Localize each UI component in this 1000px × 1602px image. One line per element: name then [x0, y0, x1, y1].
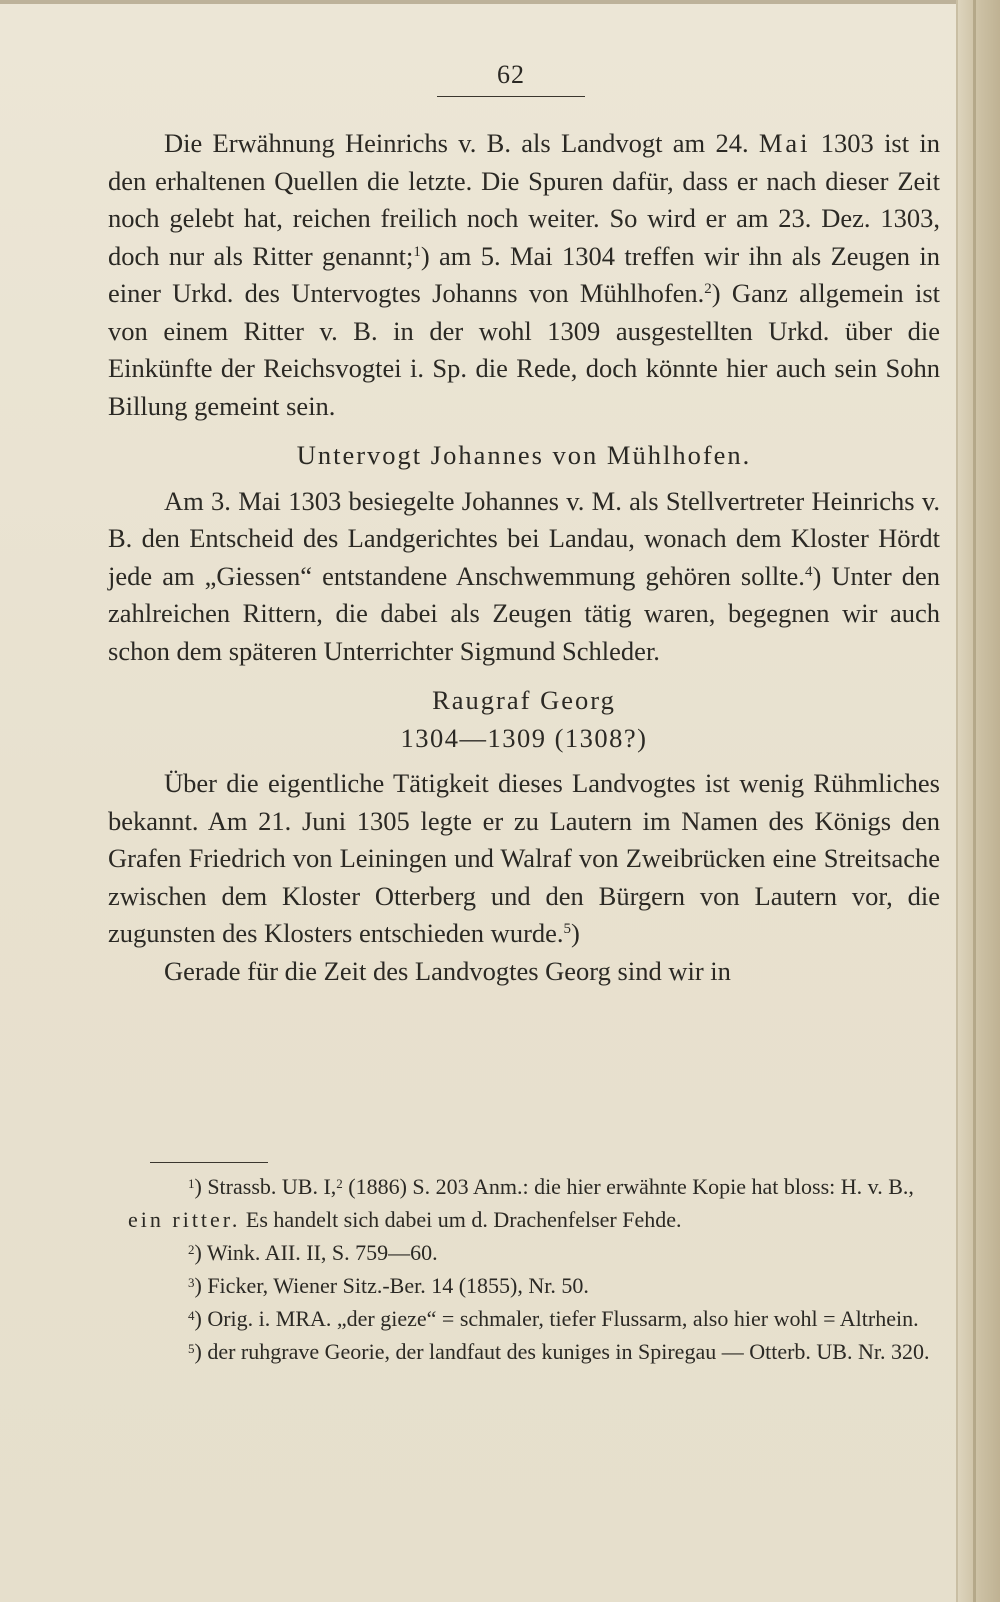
text-segment: ) Ficker, Wiener Sitz.-Ber. 14 (1855), Nr. 50.	[194, 1273, 589, 1298]
footnote-rule	[150, 1162, 268, 1163]
footnote-4	[128, 1302, 940, 1335]
spaced-text: Mai	[758, 128, 811, 158]
footnotes	[128, 1170, 940, 1368]
footnote-mark: 5	[188, 1341, 195, 1356]
footnote-mark: 4	[188, 1308, 195, 1323]
page-number: 62	[497, 60, 525, 89]
footnote-ref-2: 2	[704, 281, 712, 297]
paragraph-2	[108, 483, 940, 671]
footnote-mark: 3	[188, 1275, 195, 1290]
spaced-text: ein ritter.	[128, 1207, 241, 1232]
text-segment: 1303 ist in den erhaltenen Quellen die letzte. Die Spuren dafür, dass er nach dieser Zeit noch gelebt hat, reichen freilich noch weiter. So wird er am 23. Dez. 1303, doch nur als Ritter genannt;	[108, 128, 940, 271]
text-segment: Über die eigentliche Tätigkeit dieses Landvogtes ist wenig Rühmliches bekannt. Am 21. Juni 1305 legte er zu Lautern im Namen des Königs den Grafen Friedrich von Leiningen und Walraf von Zweibrücken eine Streitsache zwischen dem Kloster Otterberg und den Bürgern von Lautern vor, die zugunsten des Klosters entschieden wurde.	[108, 768, 940, 948]
main-text	[108, 125, 940, 990]
section-heading-raugraf: Raugraf Georg	[432, 685, 616, 715]
section-heading-dates: 1304—1309 (1308?)	[400, 722, 648, 753]
footnote-ref-5: 5	[563, 921, 572, 937]
text-segment: Am 3. Mai 1303 besiegelte Johannes v. M. als Stellvertreter Heinrichs v. B. den Entscheid des Landgerichtes bei Landau, wonach dem Kloster Hördt jede am „Giessen“ entstandene Anschwemmung gehören sollte.	[108, 485, 940, 591]
section-heading-untervogt: Untervogt Johannes von Mühlhofen.	[296, 440, 752, 470]
text-segment: Es handelt sich dabei um d. Drachenfelser Fehde.	[240, 1207, 682, 1232]
footnote-3	[128, 1269, 940, 1302]
text-segment: ) am 5. Mai 1304 treffen wir ihn als Zeugen in einer Urkd. des Untervogtes Johanns von Mühlhofen.	[108, 240, 940, 308]
text-segment: ) Wink. AII. II, S. 759—60.	[194, 1240, 438, 1265]
text-segment: ) Unter den zahlreichen Rittern, die dabei als Zeugen tätig waren, begegnen wir auch schon dem späteren Unterrichter Sigmund Schleder.	[108, 560, 940, 666]
footnote-ref-4: 4	[804, 563, 813, 580]
text-segment: )	[571, 918, 580, 948]
footnote-5	[128, 1335, 940, 1368]
text-segment: ) Strassb. UB. I,	[194, 1174, 337, 1199]
text-segment: ) der ruhgrave Georie, der landfaut des kuniges in Spiregau — Otterb. UB. Nr. 320.	[194, 1339, 930, 1364]
text-segment: ) Orig. i. MRA. „der gieze“ = schmaler, tiefer Flussarm, also hier wohl = Altrhein.	[194, 1306, 919, 1331]
footnote-2	[128, 1236, 940, 1269]
footnote-ref-1: 1	[413, 243, 421, 260]
subscript: 2	[336, 1176, 343, 1191]
text-segment: Die Erwähnung Heinrichs v. B. als Landvogt am 24.	[164, 128, 759, 158]
page-edge	[956, 0, 1000, 1602]
footnote-1	[128, 1170, 940, 1236]
footnote-mark: 2	[188, 1242, 195, 1257]
text-segment: ) Ganz allgemein ist von einem Ritter v. B. in der wohl 1309 ausgestellten Urkd. über die Einkünfte der Reichsvogtei i. Sp. die Rede, doch könnte hier auch sein Sohn Billung gemeint sein.	[108, 278, 940, 421]
paragraph-4: Gerade für die Zeit des Landvogtes Georg sind wir in	[164, 955, 731, 986]
paragraph-3	[108, 765, 940, 953]
page-edge-line	[973, 0, 976, 1602]
paragraph-1	[108, 125, 940, 425]
footnote-mark: 1	[188, 1176, 195, 1191]
top-edge	[0, 0, 960, 4]
page-number-rule	[437, 96, 585, 97]
text-segment: (1886) S. 203 Anm.: die hier erwähnte Kopie hat bloss: H. v. B.,	[342, 1174, 914, 1199]
